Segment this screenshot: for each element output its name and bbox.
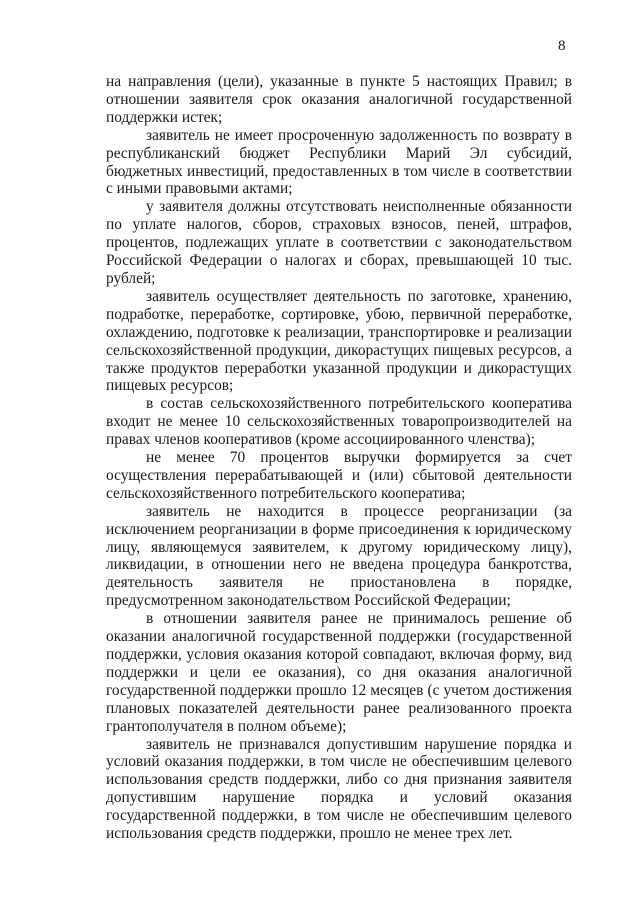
paragraph-7: заявитель не находится в процессе реорганизации (за исключением реорганизации в форме присоединения к юридическому лицу, являющемуся заявителем, к другому юридическому лицу), ликвидации, в отношении него не введена процедура банкротства, деятельность заявителя не приостановлена в порядке, предусмотренном законодательством Российской Федерации; (106, 502, 572, 610)
paragraph-8: в отношении заявителя ранее не принималось решение об оказании аналогичной государственной поддержки (государственной поддержки, условия оказания которой совпадают, включая форму, вид поддержки и цели ее оказания), со дня оказания аналогичной государственной поддержки прошло 12 месяцев (с учетом достижения плановых показателей деятельности ранее реализованного проекта грантополучателя в полном объеме); (106, 610, 572, 735)
paragraph-2: заявитель не имеет просроченную задолженность по возврату в республиканский бюджет Республики Марий Эл субсидий, бюджетных инвестиций, предоставленных в том числе в соответствии с иными правовыми актами; (106, 126, 572, 198)
paragraph-6: не менее 70 процентов выручки формируется за счет осуществления перерабатывающей и (или) сбытовой деятельности сельскохозяйственного потребительского кооператива; (106, 449, 572, 502)
paragraph-5: в состав сельскохозяйственного потребительского кооператива входит не менее 10 сельскохозяйственных товаропроизводителей на правах членов кооперативов (кроме ассоциированного членства); (106, 395, 572, 449)
paragraph-9: заявитель не признавался допустившим нарушение порядка и условий оказания поддержки, в том числе не обеспечившим целевого использования средств поддержки, либо со дня признания заявителя допустившим нарушение порядка и условий оказания государственной поддержки, в том числе не обеспечившим целевого использования средств поддержки, прошло не менее трех лет. (106, 735, 572, 843)
paragraph-3: у заявителя должны отсутствовать неисполненные обязанности по уплате налогов, сборов, страховых взносов, пеней, штрафов, процентов, подлежащих уплате в соответствии с законодательством Российской Федерации о налогах и сборах, превышающей 10 тыс. рублей; (106, 198, 572, 287)
document-body (106, 73, 572, 843)
paragraph-1: на направления (цели), указанные в пункте 5 настоящих Правил; в отношении заявителя срок оказания аналогичной государственной поддержки истек; (106, 73, 572, 126)
page-number: 8 (558, 38, 566, 54)
paragraph-4: заявитель осуществляет деятельность по заготовке, хранению, подработке, переработке, сортировке, убою, первичной переработке, охлаждению, подготовке к реализации, транспортировке и реализации сельскохозяйственной продукции, дикорастущих пищевых ресурсов, а также продуктов переработки указанной продукции и дикорастущих пищевых ресурсов; (106, 287, 572, 395)
